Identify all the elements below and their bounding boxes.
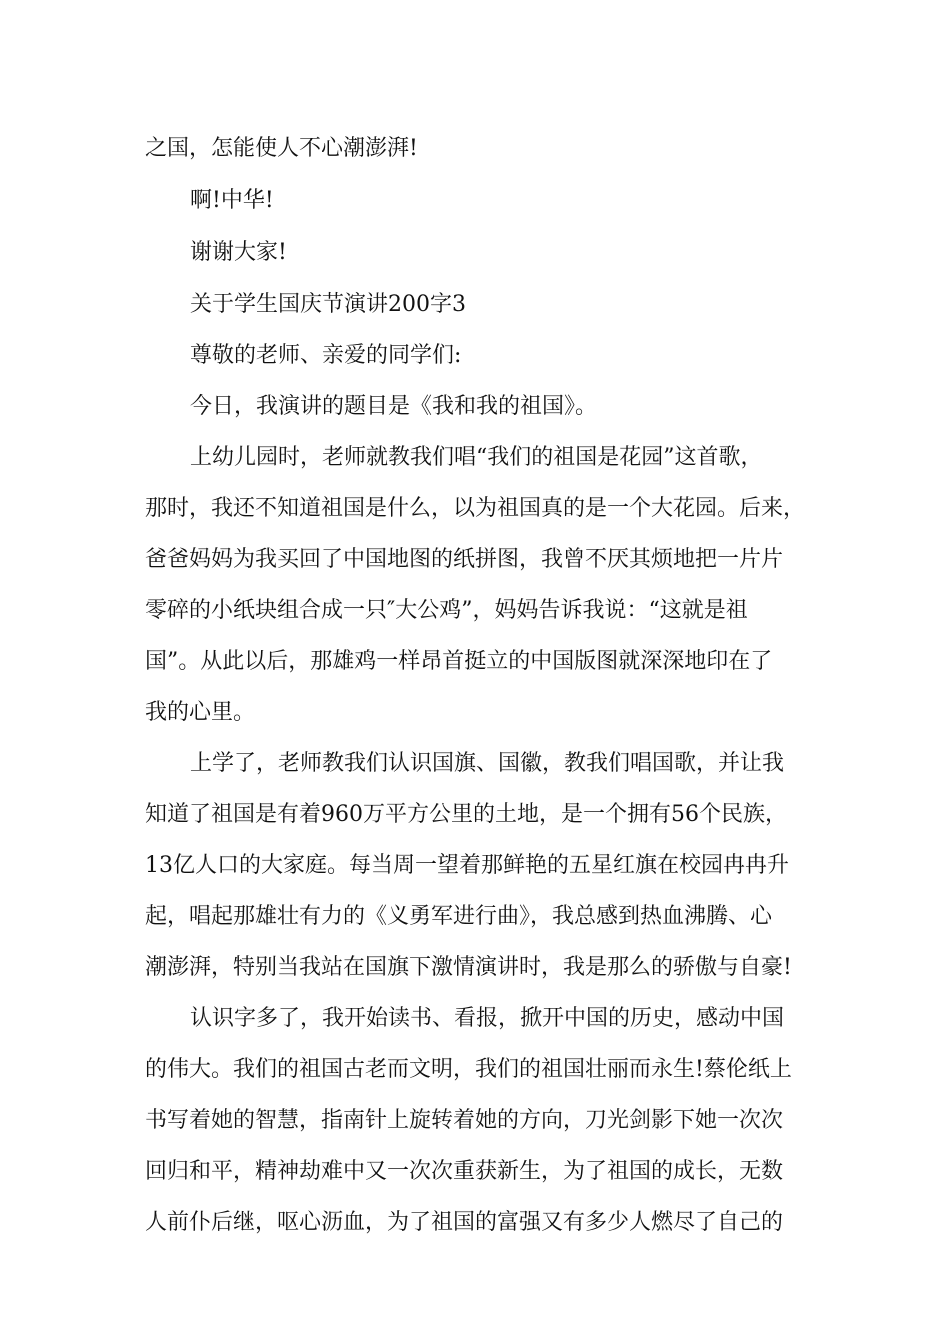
text-line: 13亿人口的大家庭。每当周一望着那鲜艳的五星红旗在校园冉冉升 <box>145 853 789 878</box>
text-line: 啊!中华! <box>190 188 274 213</box>
text-line: 上学了，老师教我们认识国旗、国徽，教我们唱国歌，并让我 <box>190 751 785 776</box>
text-line: 书写着她的智慧，指南针上旋转着她的方向，刀光剑影下她一次次 <box>145 1108 784 1133</box>
text-line: 起，唱起那雄壮有力的《义勇军进行曲》，我总感到热血沸腾、心 <box>145 904 773 929</box>
text-line: 潮澎湃，特别当我站在国旗下激情演讲时，我是那么的骄傲与自豪! <box>145 955 792 980</box>
text-line: 我的心里。 <box>145 700 256 725</box>
section-heading: 关于学生国庆节演讲200字3 <box>190 292 466 317</box>
text-line: 爸爸妈妈为我买回了中国地图的纸拼图，我曾不厌其烦地把一片片 <box>145 547 784 572</box>
text-line: 回归和平，精神劫难中又一次次重获新生，为了祖国的成长，无数 <box>145 1159 784 1184</box>
text-line: 零碎的小纸块组合成一只″大公鸡”，妈妈告诉我说：“这就是祖 <box>145 598 748 623</box>
text-line: 之国，怎能使人不心潮澎湃! <box>145 136 418 161</box>
text-line: 上幼儿园时，老师就教我们唱“我们的祖国是花园”这首歌， <box>190 445 763 470</box>
text-line: 知道了祖国是有着960万平方公里的土地，是一个拥有56个民族， <box>145 802 787 827</box>
text-line: 那时，我还不知道祖国是什么，以为祖国真的是一个大花园。后来， <box>145 496 806 521</box>
text-line: 今日，我演讲的题目是《我和我的祖国》。 <box>190 394 598 419</box>
text-line: 谢谢大家! <box>190 240 287 265</box>
salutation: 尊敬的老师、亲爱的同学们: <box>190 343 462 368</box>
text-line: 的伟大。我们的祖国古老而文明，我们的祖国壮丽而永生!蔡伦纸上 <box>145 1057 792 1082</box>
text-line: 人前仆后继，呕心沥血，为了祖国的富强又有多少人燃尽了自己的 <box>145 1210 784 1235</box>
text-line: 国”。从此以后，那雄鸡一样昂首挺立的中国版图就深深地印在了 <box>145 649 773 674</box>
text-line: 认识字多了，我开始读书、看报，掀开中国的历史，感动中国 <box>190 1006 785 1031</box>
